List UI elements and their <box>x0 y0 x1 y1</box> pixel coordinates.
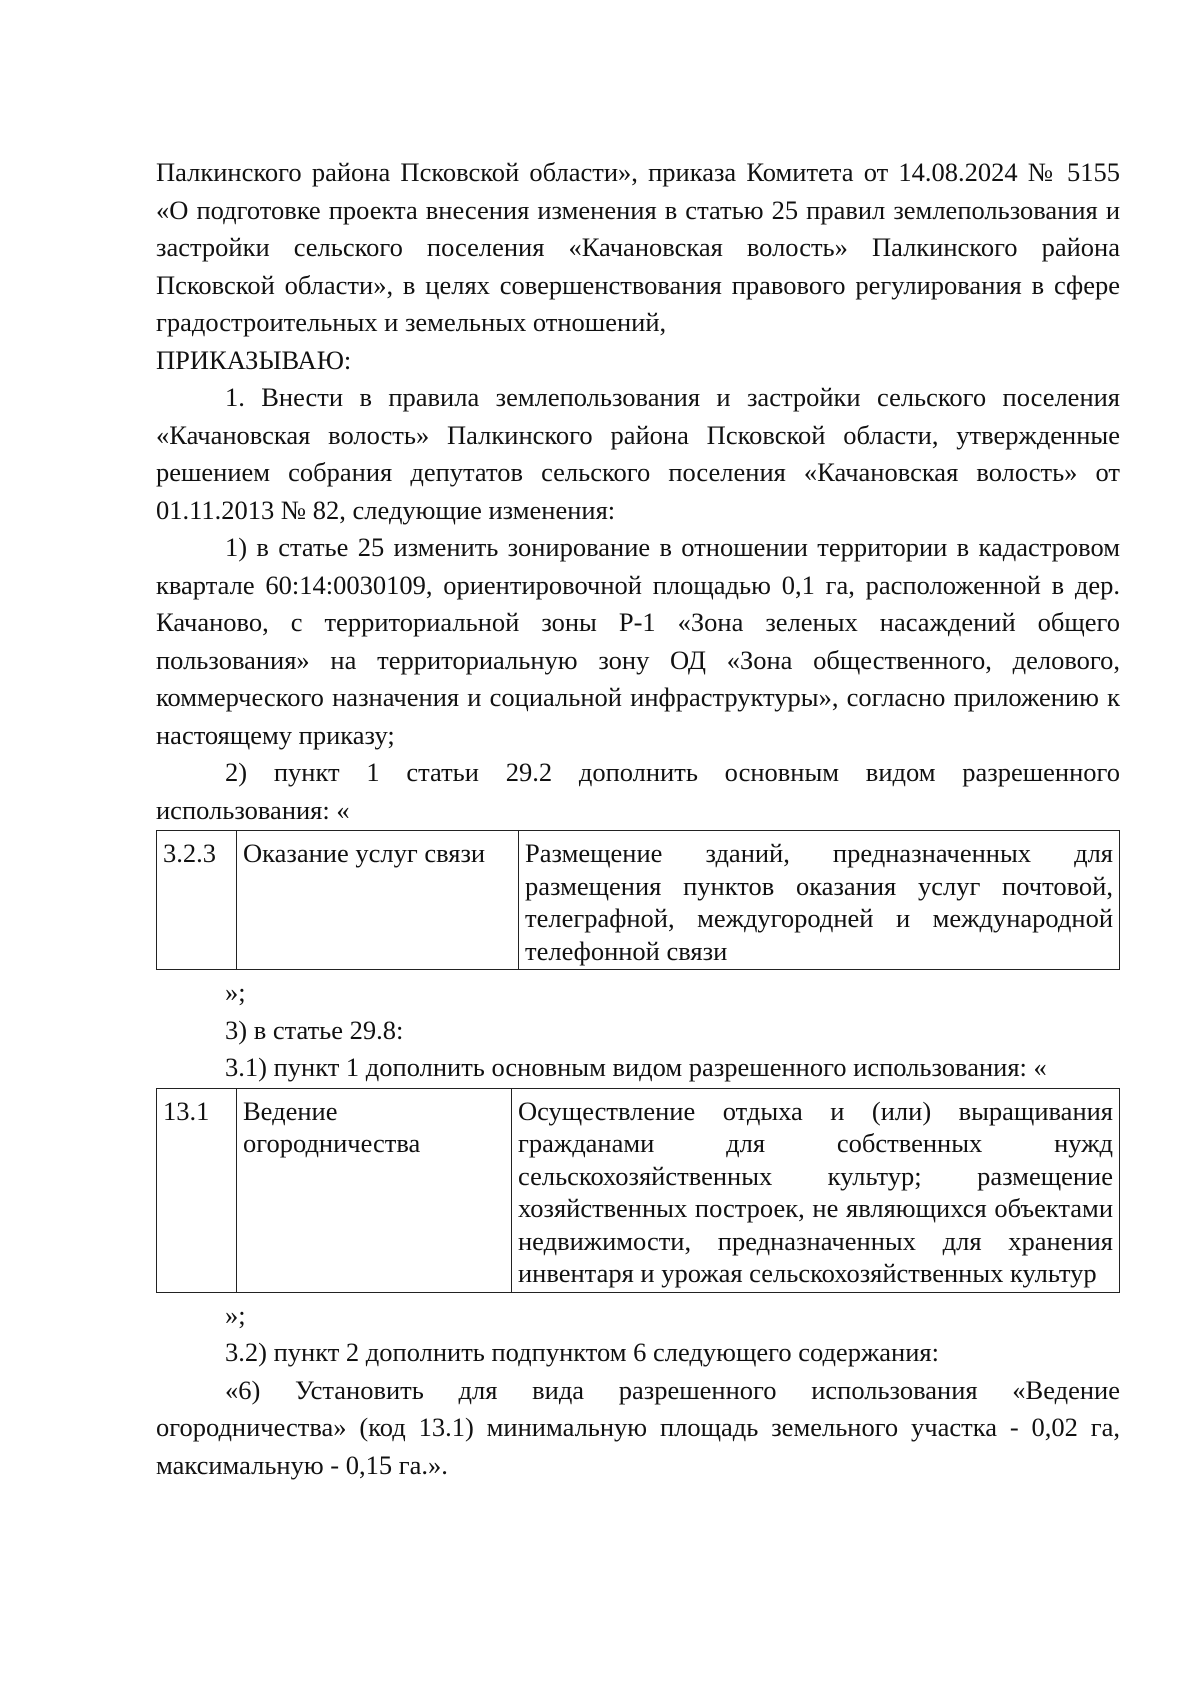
table-2-name: Ведение огородничества <box>237 1088 512 1292</box>
table-row <box>157 1088 1120 1292</box>
subitem-3-1: 3.1) пункт 1 дополнить основным видом разрешенного использования: « <box>225 1052 1047 1082</box>
order-word: ПРИКАЗЫВАЮ: <box>156 344 352 375</box>
subitem-6: «6) Установить для вида разрешенного использования «Ведение огородничества» (код 13.1) минимальную площадь земельного участка - 0,02 га, максимальную - 0,15 га.». <box>156 1374 1120 1480</box>
close-quote-1: »; <box>225 977 246 1007</box>
table-service-communication <box>156 830 1120 970</box>
close-quote-2: »; <box>225 1299 246 1330</box>
table-1-description: Размещение зданий, предназначенных для размещения пунктов оказания услуг почтовой, телеграфной, междугородней и международной телефонной связи <box>519 831 1120 970</box>
subitem-2: 2) пункт 1 статьи 29.2 дополнить основным видом разрешенного использования: « <box>156 757 1120 825</box>
subitem-3-2: 3.2) пункт 2 дополнить подпунктом 6 следующего содержания: <box>225 1337 939 1367</box>
intro-paragraph: Палкинского района Псковской области», приказа Комитета от 14.08.2024 № 5155 «О подготовке проекта внесения изменения в статью 25 правил землепользования и застройки сельского поселения «Качановская волость» Палкинского района Псковской области», в целях совершенствования правового регулирования в сфере градостроительных и земельных отношений, <box>156 157 1120 337</box>
table-1-name: Оказание услуг связи <box>237 831 519 970</box>
table-row <box>157 831 1120 970</box>
document-page <box>156 154 1120 1484</box>
subitem-3: 3) в статье 29.8: <box>225 1014 404 1045</box>
table-gardening <box>156 1088 1120 1293</box>
table-2-description: Осуществление отдыха и (или) выращивания гражданами для собственных нужд сельскохозяйственных культур; размещение хозяйственных построек, не являющихся объектами недвижимости, предназначенных для хранения инвентаря и урожая сельскохозяйственных культур <box>512 1088 1120 1292</box>
table-1-code: 3.2.3 <box>157 831 237 970</box>
item-1: 1. Внести в правила землепользования и застройки сельского поселения «Качановская волость» Палкинского района Псковской области, утвержденные решением собрания депутатов сельского поселения «Качановская волость» от 01.11.2013 № 82, следующие изменения: <box>156 382 1120 525</box>
table-2-code: 13.1 <box>157 1088 237 1292</box>
subitem-1: 1) в статье 25 изменить зонирование в отношении территории в кадастровом квартале 60:14:0030109, ориентировочной площадью 0,1 га, расположенной в дер. Качаново, с территориальной зоны Р-1 «Зона зеленых насаждений общего пользования» на территориальную зону ОД «Зона общественного, делового, коммерческого назначения и социальной инфраструктуры», согласно приложению к настоящему приказу; <box>156 532 1120 750</box>
